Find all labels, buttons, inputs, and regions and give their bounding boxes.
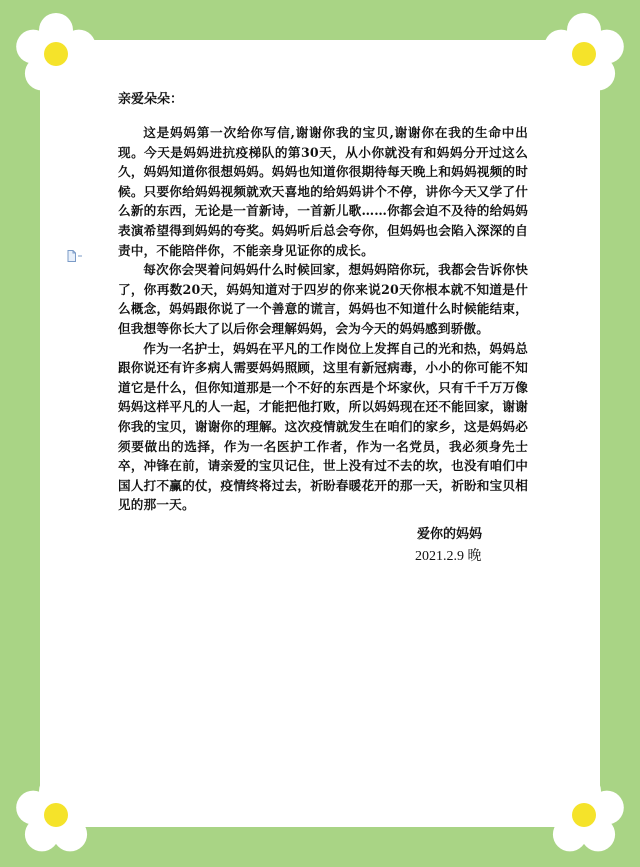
flower-icon	[14, 773, 98, 857]
letter-paragraph: 这是妈妈第一次给你写信,谢谢你我的宝贝,谢谢你在我的生命中出现。今天是妈妈进抗疫梯队的第30天，从小你就没有和妈妈分开过这么久，妈妈知道你很想妈妈。妈妈也知道你很期待每天晚上和妈妈视频的时候。只要你给妈妈视频就欢天喜地的给妈妈讲个不停，讲你今天又学了什么新的东西，无论是一首新诗，一首新儿歌……你都会迫不及待的给妈妈表演希望得到妈妈的夸奖。妈妈听后总会夸你，但妈妈也会陷入深深的自责中，不能陪伴你，不能亲身见证你的成长。	[118, 125, 528, 258]
letter-paragraph: 每次你会哭着问妈妈什么时候回家，想妈妈陪你玩，我都会告诉你快了，你再数20天，妈妈知道对于四岁的你来说20天你根本就不知道是什么概念，妈妈跟你说了一个善意的谎言，妈妈也不知道什么时候能结束，但我想等你长大了以后你会理解妈妈，会为今天的妈妈感到骄傲。	[118, 262, 528, 336]
flower-icon	[542, 12, 626, 96]
letter-body	[118, 90, 528, 515]
letter-greeting: 亲爱朵朵：	[118, 92, 184, 107]
flower-icon	[542, 773, 626, 857]
flower-icon	[14, 12, 98, 96]
document-icon[interactable]	[67, 250, 83, 262]
letter-signature-block	[415, 524, 482, 568]
letter-date: 2021.2.9 晚	[415, 549, 482, 564]
letter-paragraph: 作为一名护士，妈妈在平凡的工作岗位上发挥自己的光和热，妈妈总跟你说还有许多病人需要妈妈照顾，这里有新冠病毒，小小的你可能不知道它是什么，但你知道那是一个不好的东西是个坏家伙，只有千千万万像妈妈这样平凡的人一起，才能把他打败，所以妈妈现在还不能回家，谢谢你我的宝贝，谢谢你的理解。这次疫情就发生在咱们的家乡，这是妈妈必须要做出的选择，作为一名医护工作者，作为一名党员，我必须身先士卒，冲锋在前，请亲爱的宝贝记住，世上没有过不去的坎，也没有咱们中国人打不赢的仗，疫情终将过去，祈盼春暖花开的那一天，祈盼和宝贝相见的那一天。	[118, 340, 528, 513]
letter-signature: 爱你的妈妈	[417, 527, 483, 542]
